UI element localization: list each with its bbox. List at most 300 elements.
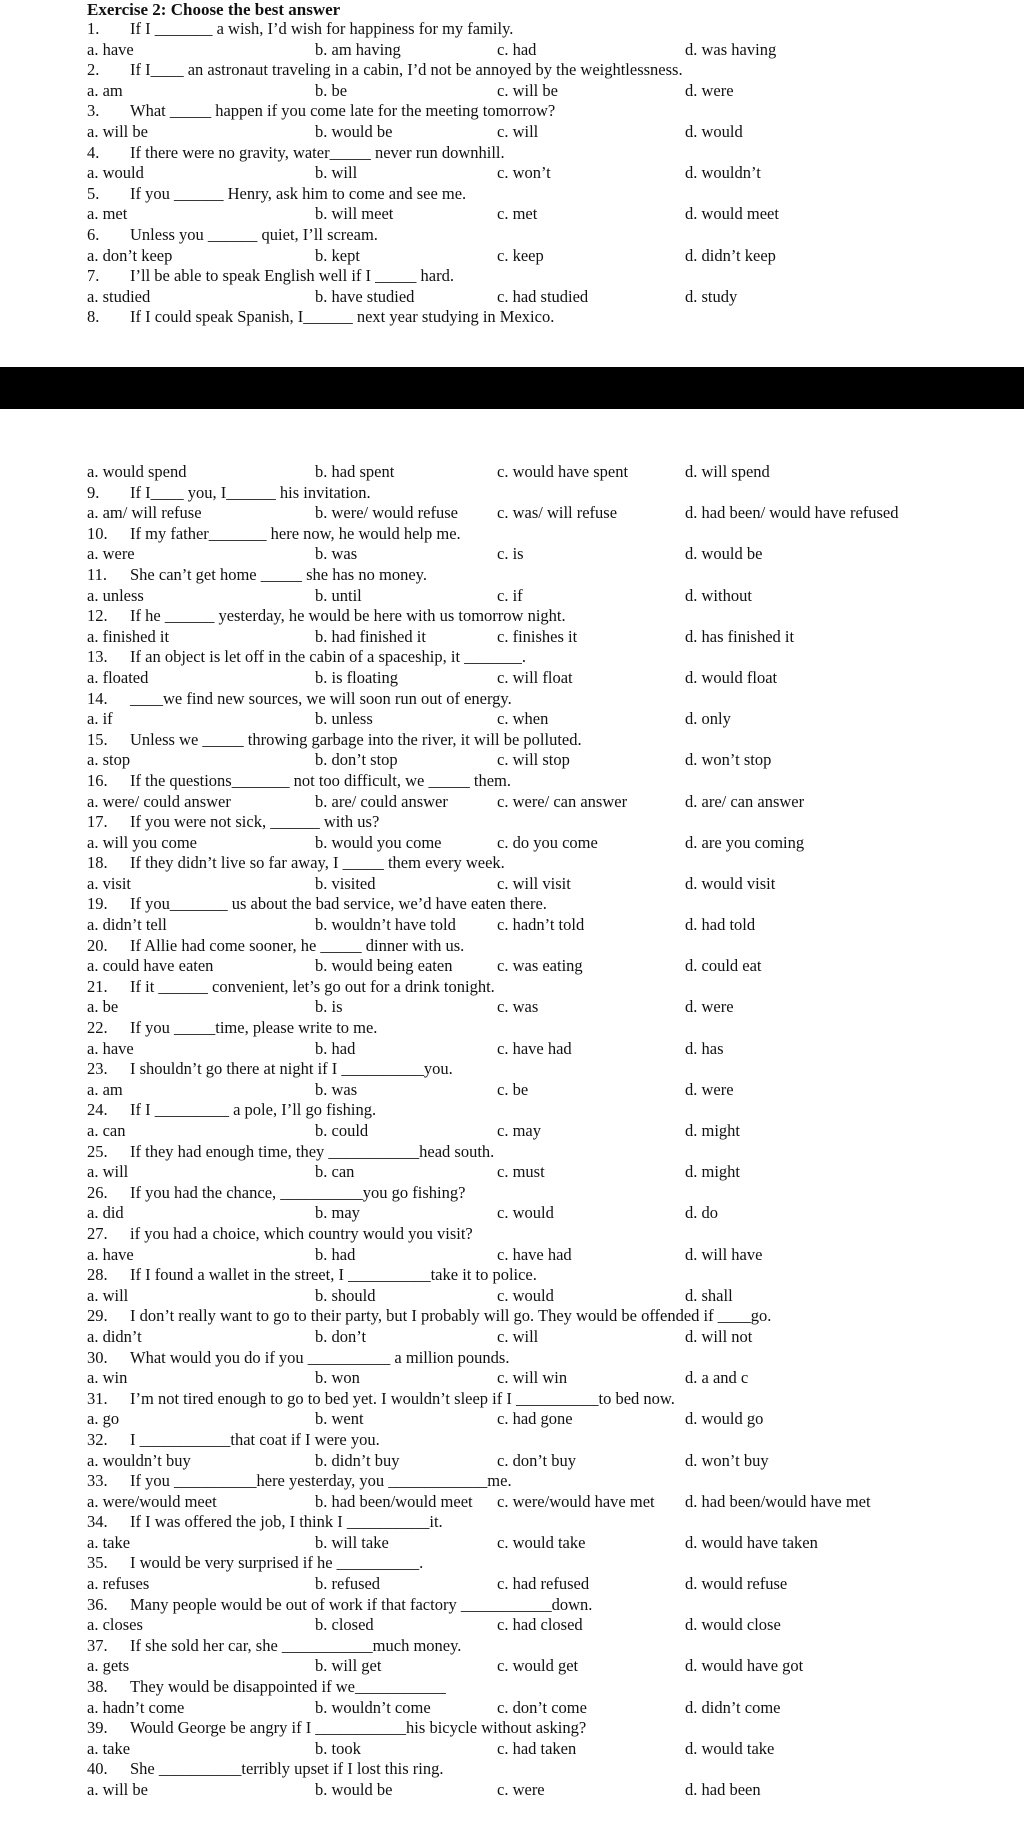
answer-option[interactable]: b. don’t xyxy=(315,1326,367,1346)
answer-option[interactable]: b. will meet xyxy=(315,204,394,224)
answer-option[interactable]: d. a and c xyxy=(685,1368,749,1388)
question-text xyxy=(87,101,1004,122)
answer-option[interactable]: c. must xyxy=(497,1162,545,1182)
answer-options-row xyxy=(87,163,1004,184)
question-text xyxy=(87,307,1004,328)
answer-option[interactable]: b. is floating xyxy=(315,667,398,687)
question-number: 1. xyxy=(87,19,100,38)
answer-option[interactable]: d. would have taken xyxy=(685,1532,818,1552)
answer-option[interactable]: d. won’t buy xyxy=(685,1450,769,1470)
answer-option[interactable]: b. refused xyxy=(315,1574,381,1594)
answer-option[interactable]: d. will spend xyxy=(685,462,770,481)
question-text xyxy=(87,730,1024,751)
question-text xyxy=(87,606,1024,627)
question-text xyxy=(87,60,1004,81)
answer-option[interactable]: a. will be xyxy=(87,1780,148,1799)
answer-options-row xyxy=(87,1739,1024,1760)
question-stem: If they didn’t live so far away, I _____ them every week. xyxy=(130,853,505,873)
worksheet-bottom xyxy=(0,462,1024,1801)
answer-option[interactable]: c. be xyxy=(497,1079,529,1099)
answer-option[interactable]: b. was xyxy=(315,1079,358,1099)
question-stem: ____we find new sources, we will soon run out of energy. xyxy=(130,688,512,708)
answer-option[interactable]: d. would have got xyxy=(685,1656,804,1676)
question-text xyxy=(87,689,1024,710)
question-stem: If you were not sick, ______ with us? xyxy=(130,812,380,832)
answer-option[interactable]: c. hadn’t told xyxy=(497,915,585,935)
answer-option[interactable]: c. had gone xyxy=(497,1409,573,1429)
answer-options-row xyxy=(87,750,1024,771)
question-text xyxy=(87,1636,1024,1657)
answer-option[interactable]: a. refuses xyxy=(87,1574,150,1594)
question-number: 13. xyxy=(87,647,108,667)
question-number: 39. xyxy=(87,1718,108,1738)
answer-option[interactable]: b. until xyxy=(315,585,362,605)
question-stem: If he ______ yesterday, he would be here with us tomorrow night. xyxy=(130,606,566,626)
answer-option[interactable]: a. have xyxy=(87,1038,134,1058)
answer-option[interactable]: b. wouldn’t come xyxy=(315,1697,431,1717)
answer-option[interactable]: c. had taken xyxy=(497,1738,577,1758)
question-text xyxy=(87,565,1024,586)
question-text xyxy=(87,524,1024,545)
answer-option[interactable]: b. can xyxy=(315,1162,355,1182)
answer-options-row xyxy=(87,40,1004,61)
answer-options-row xyxy=(87,1615,1024,1636)
question-number: 40. xyxy=(87,1759,108,1779)
question-text xyxy=(87,184,1004,205)
answer-option[interactable]: c. would have spent xyxy=(497,462,629,481)
question-text xyxy=(87,1142,1024,1163)
answer-option[interactable]: b. visited xyxy=(315,873,376,893)
answer-option[interactable]: d. wouldn’t xyxy=(685,163,761,183)
answer-option[interactable]: c. will win xyxy=(497,1368,568,1388)
question-number: 34. xyxy=(87,1512,108,1532)
question-number: 5. xyxy=(87,183,100,203)
answer-option[interactable]: d. would refuse xyxy=(685,1574,788,1594)
answer-option[interactable]: c. was eating xyxy=(497,956,583,976)
question-stem: If they had enough time, they ___________head south. xyxy=(130,1141,495,1161)
answer-option[interactable]: b. had been/would meet xyxy=(315,1491,473,1511)
question-number: 25. xyxy=(87,1141,108,1161)
answer-option[interactable]: a. wouldn’t buy xyxy=(87,1450,191,1470)
question-stem: If I _________ a pole, I’ll go fishing. xyxy=(130,1100,377,1120)
question-stem: If you had the chance, __________you go fishing? xyxy=(130,1182,466,1202)
answer-options-row xyxy=(87,997,1024,1018)
answer-option[interactable]: d. might xyxy=(685,1121,741,1140)
answer-options-row xyxy=(87,1492,1024,1513)
answer-option[interactable]: c. would take xyxy=(497,1532,586,1552)
answer-option[interactable]: c. is xyxy=(497,544,524,564)
question-text xyxy=(87,1265,1024,1286)
answer-option[interactable]: b. may xyxy=(315,1203,360,1223)
question-number: 24. xyxy=(87,1100,108,1120)
question-text xyxy=(87,1018,1024,1039)
answer-options-row xyxy=(87,1245,1024,1266)
answer-options-row xyxy=(87,874,1024,895)
answer-option[interactable]: d. would xyxy=(685,121,743,141)
answer-option[interactable]: d. might xyxy=(685,1162,741,1182)
answer-option[interactable]: a. didn’t xyxy=(87,1326,142,1346)
answer-option[interactable]: d. only xyxy=(685,709,731,729)
answer-option[interactable]: a. don’t keep xyxy=(87,245,173,265)
question-text xyxy=(87,894,1024,915)
answer-option[interactable]: c. were/would have met xyxy=(497,1491,655,1511)
answer-options-row xyxy=(87,1368,1024,1389)
answer-option[interactable]: d. has finished it xyxy=(685,626,795,646)
answer-option[interactable]: b. have studied xyxy=(315,286,415,306)
answer-option[interactable]: d. were xyxy=(685,80,734,100)
answer-option[interactable]: b. won xyxy=(315,1368,360,1388)
answer-options-row xyxy=(87,1698,1024,1719)
answer-option[interactable]: b. don’t stop xyxy=(315,750,398,770)
answer-option[interactable]: b. had spent xyxy=(315,462,395,481)
question-number: 35. xyxy=(87,1553,108,1573)
question-text xyxy=(87,1677,1024,1698)
answer-options-row xyxy=(87,462,1024,483)
question-text xyxy=(87,19,1004,40)
question-stem: I shouldn’t go there at night if I __________you. xyxy=(130,1059,453,1079)
question-number: 18. xyxy=(87,853,108,873)
answer-option[interactable]: a. be xyxy=(87,997,119,1017)
answer-option[interactable]: a. take xyxy=(87,1738,131,1758)
answer-option[interactable]: b. am having xyxy=(315,39,401,59)
question-number: 10. xyxy=(87,523,108,543)
answer-option[interactable]: d. would go xyxy=(685,1409,764,1429)
question-stem: If you_______ us about the bad service, we’d have eaten there. xyxy=(130,894,547,914)
answer-option[interactable]: a. will xyxy=(87,1285,129,1305)
answer-option[interactable]: c. do you come xyxy=(497,832,598,852)
question-text xyxy=(87,225,1004,246)
answer-option[interactable]: b. will xyxy=(315,163,358,183)
question-number: 33. xyxy=(87,1471,108,1491)
answer-option[interactable]: c. met xyxy=(497,204,538,224)
answer-option[interactable]: c. won’t xyxy=(497,163,551,183)
answer-option[interactable]: a. studied xyxy=(87,286,151,306)
answer-option[interactable]: c. when xyxy=(497,709,549,729)
answer-option[interactable]: a. met xyxy=(87,204,128,224)
question-number: 3. xyxy=(87,101,100,121)
question-number: 27. xyxy=(87,1223,108,1243)
question-number: 16. xyxy=(87,770,108,790)
question-stem: What would you do if you __________ a million pounds. xyxy=(130,1347,510,1367)
answer-option[interactable]: a. win xyxy=(87,1368,128,1388)
answer-option[interactable]: b. wouldn’t have told xyxy=(315,915,456,935)
question-number: 6. xyxy=(87,224,100,244)
answer-option[interactable]: d. was having xyxy=(685,39,777,59)
answer-option[interactable]: a. were xyxy=(87,544,135,564)
question-number: 21. xyxy=(87,976,108,996)
answer-option[interactable]: b. were/ would refuse xyxy=(315,503,458,523)
question-stem: If I found a wallet in the street, I __________take it to police. xyxy=(130,1265,537,1285)
answer-option[interactable]: d. will not xyxy=(685,1326,753,1346)
answer-option[interactable]: d. would meet xyxy=(685,204,779,224)
answer-option[interactable]: c. was xyxy=(497,997,539,1017)
answer-option[interactable]: c. were/ can answer xyxy=(497,791,628,811)
answer-option[interactable]: c. keep xyxy=(497,245,544,265)
answer-option[interactable]: d. would take xyxy=(685,1738,775,1758)
answer-options-row xyxy=(87,1286,1024,1307)
question-number: 30. xyxy=(87,1347,108,1367)
answer-options-row xyxy=(87,668,1024,689)
questions-part-1 xyxy=(87,19,1004,328)
question-number: 4. xyxy=(87,142,100,162)
answer-option[interactable]: b. went xyxy=(315,1409,364,1429)
question-number: 22. xyxy=(87,1018,108,1038)
answer-option[interactable]: c. will float xyxy=(497,667,573,687)
answer-option[interactable]: a. have xyxy=(87,1244,134,1264)
answer-option[interactable]: b. would be xyxy=(315,121,393,141)
answer-option[interactable]: a. were/ could answer xyxy=(87,791,231,811)
question-text xyxy=(87,1224,1024,1245)
question-stem: If I____ you, I______ his invitation. xyxy=(130,482,371,502)
question-number: 36. xyxy=(87,1594,108,1614)
answer-option[interactable]: b. took xyxy=(315,1738,361,1758)
answer-option[interactable]: c. had refused xyxy=(497,1574,590,1594)
answer-option[interactable]: b. would being eaten xyxy=(315,956,453,976)
answer-option[interactable]: a. didn’t tell xyxy=(87,915,167,935)
question-number: 32. xyxy=(87,1429,108,1449)
answer-option[interactable]: b. should xyxy=(315,1285,376,1305)
question-text xyxy=(87,1430,1024,1451)
answer-option[interactable]: a. will you come xyxy=(87,832,197,852)
answer-option[interactable]: d. has xyxy=(685,1038,724,1058)
question-stem: I would be very surprised if he __________. xyxy=(130,1553,424,1573)
question-stem: If it ______ convenient, let’s go out for a drink tonight. xyxy=(130,976,495,996)
answer-option[interactable]: d. are/ can answer xyxy=(685,791,805,811)
question-stem: I don’t really want to go to their party, but I probably will go. They would be offended if ____go. xyxy=(130,1306,772,1326)
answer-option[interactable]: c. if xyxy=(497,585,523,605)
answer-option[interactable]: a. am xyxy=(87,1079,123,1099)
answer-option[interactable]: a. take xyxy=(87,1532,131,1552)
answer-option[interactable]: a. hadn’t come xyxy=(87,1697,185,1717)
question-number: 9. xyxy=(87,482,100,502)
answer-option[interactable]: d. didn’t keep xyxy=(685,245,776,265)
question-text xyxy=(87,1718,1024,1739)
answer-option[interactable]: d. didn’t come xyxy=(685,1697,781,1717)
answer-option[interactable]: d. were xyxy=(685,997,734,1017)
black-divider-band xyxy=(0,367,1024,409)
answer-option[interactable]: a. would spend xyxy=(87,462,187,481)
answer-option[interactable]: b. are/ could answer xyxy=(315,791,448,811)
answer-option[interactable]: a. did xyxy=(87,1203,124,1223)
answer-option[interactable]: b. would you come xyxy=(315,832,442,852)
answer-option[interactable]: b. will get xyxy=(315,1656,382,1676)
answer-option[interactable]: b. will take xyxy=(315,1532,389,1552)
answer-options-row xyxy=(87,1574,1024,1595)
answer-option[interactable]: c. have had xyxy=(497,1038,572,1058)
answer-option[interactable]: a. gets xyxy=(87,1656,130,1676)
question-number: 12. xyxy=(87,606,108,626)
exercise-title: Exercise 2: Choose the best answer xyxy=(87,0,341,19)
question-stem: She can’t get home _____ she has no money. xyxy=(130,564,427,584)
answer-options-row xyxy=(87,1409,1024,1430)
question-text xyxy=(87,853,1024,874)
answer-options-row xyxy=(87,122,1004,143)
question-stem: If I _______ a wish, I’d wish for happiness for my family. xyxy=(130,19,514,38)
answer-option[interactable]: c. was/ will refuse xyxy=(497,503,618,523)
answer-option[interactable]: b. had xyxy=(315,1038,356,1058)
answer-option[interactable]: a. were/would meet xyxy=(87,1491,217,1511)
answer-option[interactable]: d. without xyxy=(685,585,752,605)
answer-option[interactable]: c. finishes it xyxy=(497,626,578,646)
answer-option[interactable]: c. would xyxy=(497,1203,554,1223)
answer-option[interactable]: d. would visit xyxy=(685,873,776,893)
answer-option[interactable]: d. were xyxy=(685,1079,734,1099)
answer-option[interactable]: b. would be xyxy=(315,1780,393,1799)
answer-option[interactable]: d. study xyxy=(685,286,738,306)
question-text xyxy=(87,1348,1024,1369)
question-stem: Would George be angry if I ___________his bicycle without asking? xyxy=(130,1718,587,1738)
worksheet-top xyxy=(0,0,1024,328)
answer-options-row xyxy=(87,544,1024,565)
answer-option[interactable]: d. will have xyxy=(685,1244,763,1264)
answer-option[interactable]: a. stop xyxy=(87,750,131,770)
answer-option[interactable]: b. could xyxy=(315,1121,369,1140)
question-stem: If I was offered the job, I think I __________it. xyxy=(130,1512,443,1532)
answer-options-row xyxy=(87,627,1024,648)
questions-part-2 xyxy=(87,462,1024,1801)
answer-option[interactable]: a. would xyxy=(87,163,144,183)
answer-options-row xyxy=(87,833,1024,854)
answer-option[interactable]: c. had xyxy=(497,39,537,59)
question-stem: if you had a choice, which country would you visit? xyxy=(130,1223,473,1243)
question-stem: If the questions_______ not too difficult, we _____ them. xyxy=(130,770,511,790)
answer-option[interactable]: b. is xyxy=(315,997,343,1017)
answer-options-row xyxy=(87,915,1024,936)
question-text xyxy=(87,143,1004,164)
question-number: 8. xyxy=(87,307,100,327)
question-stem: Many people would be out of work if that factory ___________down. xyxy=(130,1594,593,1614)
question-stem: If my father_______ here now, he would help me. xyxy=(130,523,461,543)
answer-option[interactable]: d. are you coming xyxy=(685,832,805,852)
answer-option[interactable]: a. will xyxy=(87,1162,129,1182)
question-text xyxy=(87,1100,1024,1121)
answer-option[interactable]: a. floated xyxy=(87,667,149,687)
answer-option[interactable]: b. kept xyxy=(315,245,360,265)
question-number: 15. xyxy=(87,729,108,749)
question-text xyxy=(87,1512,1024,1533)
answer-option[interactable]: c. will xyxy=(497,1326,539,1346)
answer-option[interactable]: a. will be xyxy=(87,121,148,141)
question-number: 23. xyxy=(87,1059,108,1079)
answer-options-row xyxy=(87,503,1024,524)
answer-option[interactable]: c. don’t buy xyxy=(497,1450,576,1470)
question-text xyxy=(87,1183,1024,1204)
question-stem: If you _____time, please write to me. xyxy=(130,1018,378,1038)
answer-options-row xyxy=(87,1327,1024,1348)
question-number: 2. xyxy=(87,60,100,80)
answer-option[interactable]: a. if xyxy=(87,709,113,729)
answer-option[interactable]: b. had finished it xyxy=(315,626,426,646)
answer-option[interactable]: c. don’t come xyxy=(497,1697,587,1717)
answer-option[interactable]: b. closed xyxy=(315,1615,374,1635)
answer-option[interactable]: b. was xyxy=(315,544,358,564)
answer-options-row xyxy=(87,287,1004,308)
answer-option[interactable]: a. am xyxy=(87,80,123,100)
question-number: 11. xyxy=(87,564,108,584)
answer-option[interactable]: b. be xyxy=(315,80,348,100)
question-text xyxy=(87,483,1024,504)
answer-option[interactable]: a. can xyxy=(87,1121,126,1140)
question-stem: If she sold her car, she ___________much money. xyxy=(130,1635,462,1655)
question-text xyxy=(87,647,1024,668)
answer-option[interactable]: d. had been xyxy=(685,1780,761,1799)
answer-option[interactable]: a. closes xyxy=(87,1615,143,1635)
answer-option[interactable]: c. had closed xyxy=(497,1615,583,1635)
question-stem: If Allie had come sooner, he _____ dinner with us. xyxy=(130,935,465,955)
answer-option[interactable]: c. will visit xyxy=(497,873,571,893)
answer-options-row xyxy=(87,1162,1024,1183)
question-number: 28. xyxy=(87,1265,108,1285)
answer-option[interactable]: d. had been/ would have refused xyxy=(685,503,899,523)
question-number: 7. xyxy=(87,266,100,286)
answer-option[interactable]: d. do xyxy=(685,1203,718,1223)
answer-option[interactable]: d. would close xyxy=(685,1615,781,1635)
answer-option[interactable]: c. had studied xyxy=(497,286,589,306)
question-text xyxy=(87,977,1024,998)
question-stem: I ___________that coat if I were you. xyxy=(130,1429,380,1449)
answer-option[interactable]: a. finished it xyxy=(87,626,170,646)
answer-option[interactable]: a. visit xyxy=(87,873,131,893)
answer-option[interactable]: d. had been/would have met xyxy=(685,1491,871,1511)
answer-option[interactable]: b. didn’t buy xyxy=(315,1450,400,1470)
answer-option[interactable]: c. would get xyxy=(497,1656,579,1676)
question-text xyxy=(87,1759,1024,1780)
question-number: 17. xyxy=(87,812,108,832)
question-text xyxy=(87,1595,1024,1616)
answer-option[interactable]: c. would xyxy=(497,1285,554,1305)
answer-options-row xyxy=(87,1080,1024,1101)
answer-options-row xyxy=(87,1780,1024,1801)
question-text xyxy=(87,812,1024,833)
question-text xyxy=(87,1059,1024,1080)
question-stem: If there were no gravity, water_____ never run downhill. xyxy=(130,142,505,162)
question-text xyxy=(87,1306,1024,1327)
answer-option[interactable]: b. unless xyxy=(315,709,373,729)
question-stem: If I____ an astronaut traveling in a cabin, I’d not be annoyed by the weightlessness. xyxy=(130,60,683,80)
answer-option[interactable]: a. unless xyxy=(87,585,144,605)
question-text xyxy=(87,266,1004,287)
answer-option[interactable]: b. had xyxy=(315,1244,356,1264)
answer-option[interactable]: c. were xyxy=(497,1780,545,1799)
answer-option[interactable]: d. would float xyxy=(685,667,778,687)
answer-options-row xyxy=(87,81,1004,102)
answer-option[interactable]: d. won’t stop xyxy=(685,750,772,770)
answer-option[interactable]: d. had told xyxy=(685,915,756,935)
answer-option[interactable]: c. will stop xyxy=(497,750,570,770)
question-stem: If you ______ Henry, ask him to come and see me. xyxy=(130,183,467,203)
question-text xyxy=(87,1471,1024,1492)
answer-option[interactable]: c. may xyxy=(497,1121,541,1140)
answer-options-row xyxy=(87,1203,1024,1224)
answer-option[interactable]: d. would be xyxy=(685,544,763,564)
answer-option[interactable]: d. shall xyxy=(685,1285,733,1305)
answer-option[interactable]: c. will be xyxy=(497,80,558,100)
answer-option[interactable]: c. will xyxy=(497,121,539,141)
answer-option[interactable]: a. go xyxy=(87,1409,120,1429)
answer-option[interactable]: c. have had xyxy=(497,1244,572,1264)
answer-option[interactable]: a. am/ will refuse xyxy=(87,503,202,523)
question-stem: I’m not tired enough to go to bed yet. I wouldn’t sleep if I __________to bed now. xyxy=(130,1388,675,1408)
answer-options-row xyxy=(87,204,1004,225)
question-stem: If you __________here yesterday, you ____________me. xyxy=(130,1471,512,1491)
answer-option[interactable]: d. could eat xyxy=(685,956,762,976)
question-stem: She __________terribly upset if I lost this ring. xyxy=(130,1759,444,1779)
answer-options-row xyxy=(87,1039,1024,1060)
question-stem: What _____ happen if you come late for the meeting tomorrow? xyxy=(130,101,556,121)
question-stem: Unless you ______ quiet, I’ll scream. xyxy=(130,224,378,244)
answer-option[interactable]: a. have xyxy=(87,39,134,59)
answer-option[interactable]: a. could have eaten xyxy=(87,956,214,976)
